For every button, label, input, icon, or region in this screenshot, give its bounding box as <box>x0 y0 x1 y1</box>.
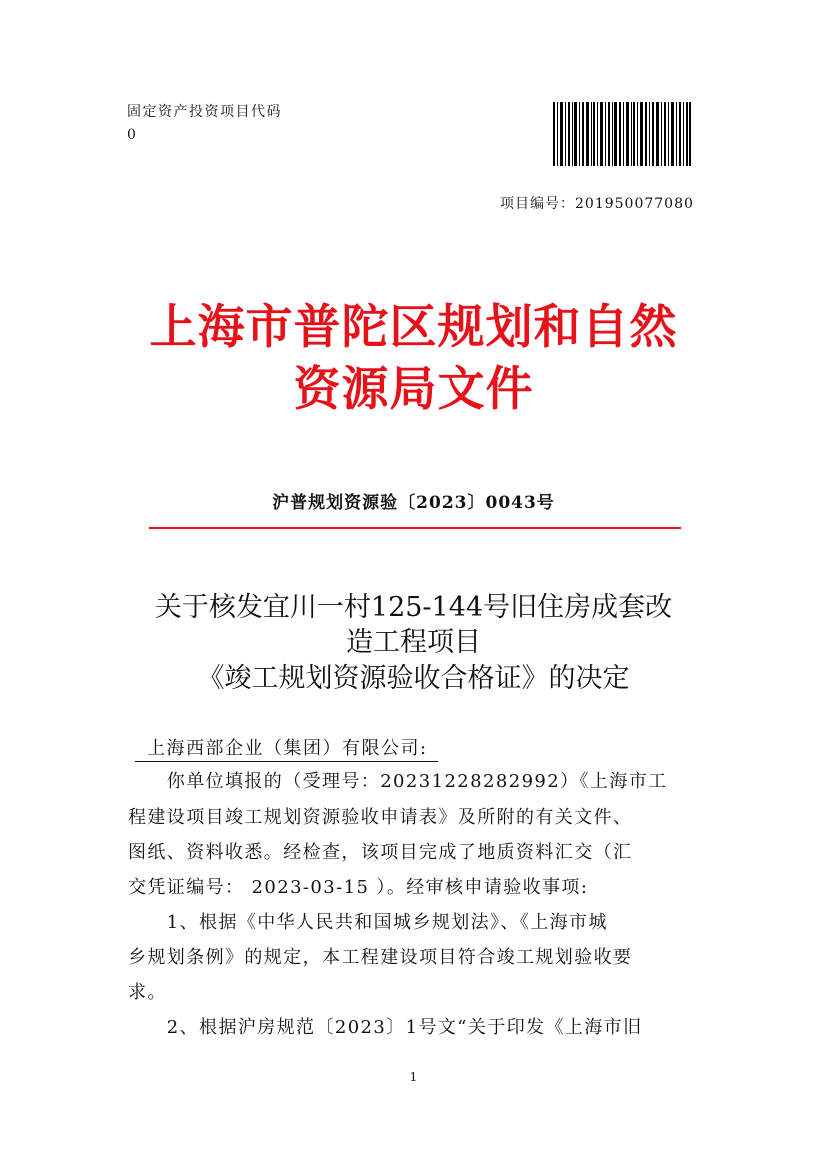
investment-code-label: 固定资产投资项目代码 <box>127 104 282 120</box>
project-number: 项目编号：201950077080 <box>500 196 694 212</box>
body-line: 求。 <box>128 982 167 1003</box>
document-number: 沪普规划资源验〔2023〕0043号 <box>272 493 555 513</box>
body-line: 乡规划条例》的规定，本工程建设项目符合竣工规划验收要 <box>128 947 633 968</box>
body-line: 程建设项目竣工规划资源验收申请表》及所附的有关文件、 <box>128 807 633 828</box>
addressee: 上海西部企业（集团）有限公司: <box>135 734 438 762</box>
document-title-line1: 关于核发宜川一村125-144号旧住房成套改 <box>154 592 673 623</box>
document-title-line3: 《竣工规划资源验收合格证》的决定 <box>197 663 630 694</box>
document-title-line2: 造工程项目 <box>346 627 481 658</box>
issuer-title-line1: 上海市普陀区规划和自然 <box>149 300 678 355</box>
page-number: 1 <box>409 1070 418 1084</box>
barcode-icon <box>553 102 691 166</box>
investment-code-value: 0 <box>127 127 136 143</box>
body-line: 图纸、资料收悉。经检查，该项目完成了地质资料汇交（汇 <box>128 842 633 863</box>
issuer-title-line2: 资源局文件 <box>293 362 534 417</box>
body-line: 2、根据沪房规范〔2023〕1号文“关于印发《上海市旧 <box>128 1017 643 1038</box>
body-line: 交凭证编号： 2023-03-15 ）。经审核申请验收事项: <box>128 877 589 898</box>
red-divider <box>149 527 681 529</box>
body-line: 你单位填报的（受理号：20231228282992）《上海市工 <box>128 771 668 792</box>
body-line: 1、根据《中华人民共和国城乡规划法》、《上海市城 <box>128 912 608 933</box>
